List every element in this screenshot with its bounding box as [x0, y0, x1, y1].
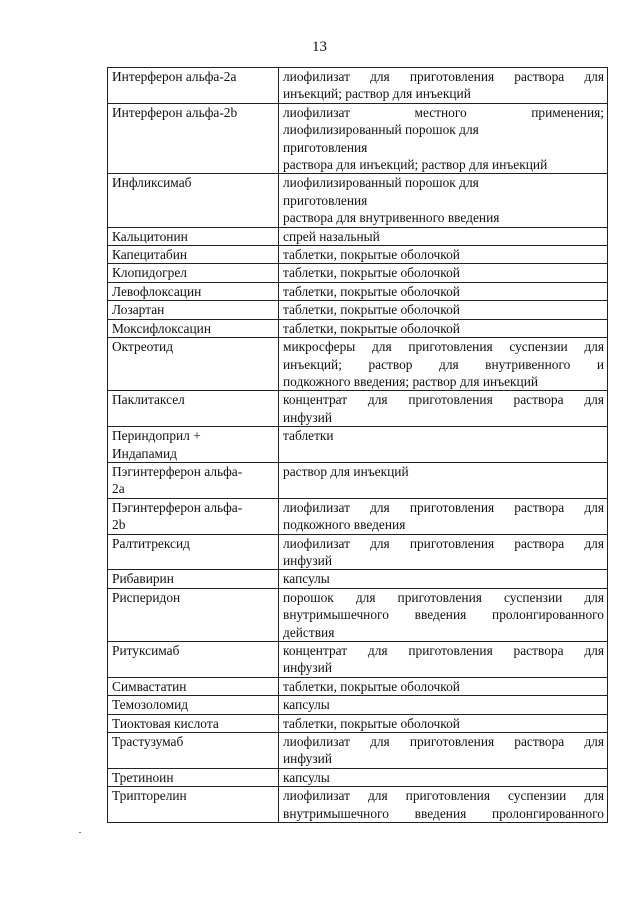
dosage-form-line: спрей назальный	[283, 228, 380, 244]
drug-name-line: Рисперидон	[112, 589, 181, 605]
table-row	[108, 787, 608, 823]
drug-name-cell	[108, 714, 279, 732]
dosage-form-line: подкожного введения; раствор для инъекций	[283, 373, 539, 389]
dosage-form-cell	[279, 319, 608, 337]
table-body	[108, 68, 608, 823]
dosage-form-line: инъекций; раствор для внутривенного и	[283, 356, 604, 372]
dosage-form-cell	[279, 391, 608, 427]
dosage-form-line: раствора для инъекций; раствор для инъекций	[283, 157, 548, 173]
dosage-form-cell	[279, 588, 608, 641]
dosage-form-cell	[279, 534, 608, 570]
table-row	[108, 227, 608, 245]
drug-name-cell	[108, 68, 279, 104]
table-row	[108, 677, 608, 695]
drug-name-line: Трипторелин	[112, 788, 187, 804]
dosage-form-cell	[279, 768, 608, 786]
table-row	[108, 534, 608, 570]
dosage-form-line: инфузий	[283, 660, 332, 676]
drug-name-cell	[108, 570, 279, 588]
drug-name-line: Клопидогрел	[112, 265, 187, 281]
drug-name-line: Ритуксимаб	[112, 643, 180, 658]
dosage-form-line: таблетки, покрытые оболочкой	[283, 678, 460, 694]
dosage-form-cell	[279, 570, 608, 588]
table-row	[108, 714, 608, 732]
dosage-form-line: приготовления	[283, 192, 368, 208]
drug-name-line: Периндоприл +	[112, 428, 201, 444]
dosage-form-line: таблетки	[283, 428, 334, 444]
dosage-form-line: таблетки, покрытые оболочкой	[283, 265, 460, 281]
dosage-form-line: инфузий	[283, 751, 332, 767]
dosage-form-line: концентрат для приготовления раствора для	[283, 392, 604, 408]
table-row	[108, 570, 608, 588]
drug-name-line: Моксифлоксацин	[112, 320, 211, 336]
table-row	[108, 68, 608, 104]
table-row	[108, 264, 608, 282]
drug-name-line: Капецитабин	[112, 247, 188, 263]
drug-name-cell	[108, 642, 279, 678]
dosage-form-cell	[279, 282, 608, 300]
dosage-form-cell	[279, 338, 608, 391]
drug-name-cell	[108, 174, 279, 227]
drug-name-line: Интерферон альфа-2а	[112, 69, 237, 84]
drug-name-cell	[108, 498, 279, 534]
dosage-form-line: лиофилизированный порошок для	[283, 175, 479, 191]
table-row	[108, 462, 608, 498]
drug-name-line: Лозартан	[112, 302, 165, 318]
dosage-form-cell	[279, 787, 608, 823]
drug-name-cell	[108, 103, 279, 174]
table-row	[108, 427, 608, 463]
dosage-form-line: действия	[283, 624, 335, 640]
scan-mark	[79, 832, 81, 833]
table-row	[108, 642, 608, 678]
drug-name-cell	[108, 733, 279, 769]
table-row	[108, 301, 608, 319]
dosage-form-line: таблетки, покрытые оболочкой	[283, 302, 460, 318]
drug-name-line: Ралтитрексид	[112, 535, 190, 551]
dosage-form-line: лиофилизат для приготовления раствора для	[283, 69, 604, 84]
dosage-form-cell	[279, 174, 608, 227]
page-number: 13	[312, 39, 327, 55]
drug-name-line: Симвастатин	[112, 678, 187, 694]
dosage-form-cell	[279, 301, 608, 319]
dosage-form-line: капсулы	[283, 571, 330, 587]
table-row	[108, 588, 608, 641]
dosage-form-line: таблетки, покрытые оболочкой	[283, 283, 460, 299]
table-row	[108, 696, 608, 714]
dosage-form-cell	[279, 642, 608, 678]
dosage-form-line: капсулы	[283, 697, 330, 713]
drug-name-cell	[108, 427, 279, 463]
dosage-form-line: инъекций; раствор для инъекций	[283, 86, 471, 102]
dosage-form-line: внутримышечного введения пролонгированного	[283, 805, 604, 821]
dosage-form-cell	[279, 68, 608, 104]
dosage-form-line: инфузий	[283, 409, 332, 425]
dosage-form-line: микросферы для приготовления суспензии для	[283, 339, 604, 355]
table-row	[108, 282, 608, 300]
drug-name-cell	[108, 319, 279, 337]
drug-name-line: Темозоломид	[112, 697, 189, 713]
drug-name-cell	[108, 677, 279, 695]
dosage-form-line: порошок для приготовления суспензии для	[283, 589, 604, 605]
dosage-form-cell	[279, 227, 608, 245]
table-row	[108, 103, 608, 174]
table-row	[108, 174, 608, 227]
drug-table	[107, 67, 608, 823]
dosage-form-line: лиофилизат для приготовления раствора для	[283, 535, 604, 551]
drug-name-cell	[108, 588, 279, 641]
dosage-form-cell	[279, 103, 608, 174]
drug-name-cell	[108, 534, 279, 570]
drug-name-line: Октреотид	[112, 339, 174, 355]
dosage-form-cell	[279, 733, 608, 769]
drug-name-line: Левофлоксацин	[112, 283, 202, 299]
drug-name-cell	[108, 264, 279, 282]
dosage-form-line: лиофилизированный порошок для	[283, 122, 479, 138]
dosage-form-line: лиофилизат для приготовления раствора для	[283, 499, 604, 515]
dosage-form-line: лиофилизат местного применения;	[283, 104, 604, 120]
dosage-form-line: раствор для инъекций	[283, 463, 409, 479]
drug-name-cell	[108, 227, 279, 245]
dosage-form-line: капсулы	[283, 769, 330, 785]
dosage-form-cell	[279, 696, 608, 714]
drug-name-cell	[108, 787, 279, 823]
table-row	[108, 768, 608, 786]
drug-name-line: 2b	[112, 517, 126, 533]
dosage-form-line: лиофилизат для приготовления суспензии для	[283, 788, 604, 804]
dosage-form-line: приготовления	[283, 139, 368, 155]
dosage-form-cell	[279, 264, 608, 282]
drug-name-cell	[108, 246, 279, 264]
drug-name-line: Паклитаксел	[112, 392, 185, 408]
dosage-form-line: внутримышечного введения пролонгированного	[283, 607, 604, 623]
drug-name-cell	[108, 338, 279, 391]
drug-name-cell	[108, 462, 279, 498]
dosage-form-line: таблетки, покрытые оболочкой	[283, 715, 460, 731]
table-row	[108, 338, 608, 391]
drug-name-line: 2а	[112, 481, 125, 497]
drug-name-line: Инфликсимаб	[112, 175, 192, 191]
dosage-form-cell	[279, 677, 608, 695]
dosage-form-cell	[279, 714, 608, 732]
dosage-form-cell	[279, 498, 608, 534]
drug-name-cell	[108, 391, 279, 427]
dosage-form-line: концентрат для приготовления раствора для	[283, 643, 604, 658]
dosage-form-line: таблетки, покрытые оболочкой	[283, 320, 460, 336]
drug-name-line: Рибавирин	[112, 571, 174, 587]
table-row	[108, 319, 608, 337]
dosage-form-cell	[279, 462, 608, 498]
drug-name-line: Пэгинтерферон альфа-	[112, 499, 243, 515]
dosage-form-line: подкожного введения	[283, 517, 406, 533]
drug-name-line: Трастузумаб	[112, 734, 184, 750]
drug-name-line: Интерферон альфа-2b	[112, 104, 238, 120]
dosage-form-line: раствора для внутривенного введения	[283, 210, 500, 226]
drug-name-cell	[108, 768, 279, 786]
dosage-form-line: инфузий	[283, 552, 332, 568]
table-row	[108, 733, 608, 769]
dosage-form-line: лиофилизат для приготовления раствора для	[283, 734, 604, 750]
drug-name-line: Третиноин	[112, 769, 174, 785]
table-row	[108, 498, 608, 534]
drug-name-cell	[108, 696, 279, 714]
dosage-form-line: таблетки, покрытые оболочкой	[283, 247, 460, 263]
drug-name-line: Пэгинтерферон альфа-	[112, 463, 243, 479]
dosage-form-cell	[279, 246, 608, 264]
drug-name-cell	[108, 282, 279, 300]
table-row	[108, 246, 608, 264]
table-row	[108, 391, 608, 427]
dosage-form-cell	[279, 427, 608, 463]
drug-name-line: Тиоктовая кислота	[112, 715, 219, 731]
drug-name-cell	[108, 301, 279, 319]
drug-name-line: Индапамид	[112, 445, 177, 461]
drug-name-line: Кальцитонин	[112, 228, 188, 244]
